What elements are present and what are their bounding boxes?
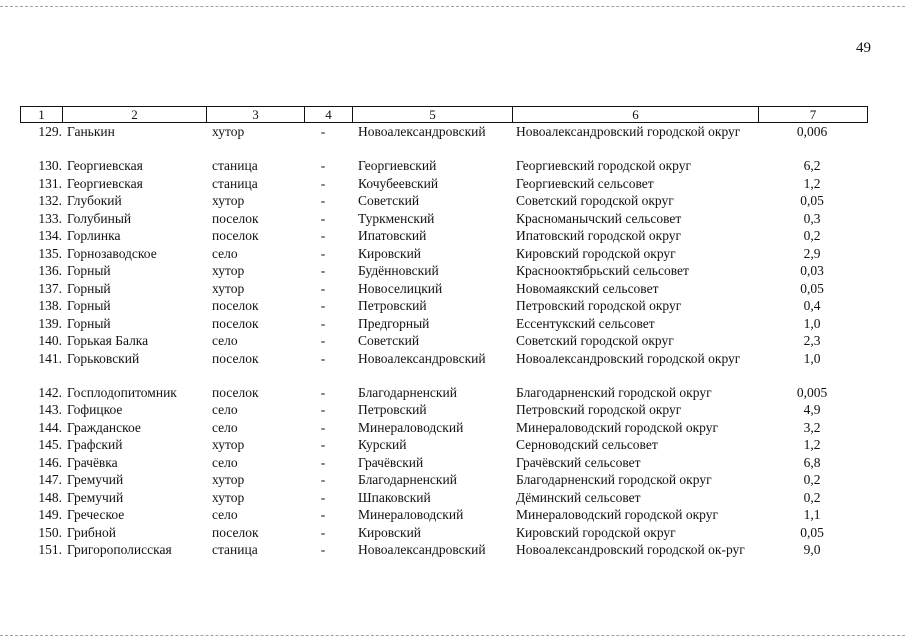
row-number: 137. bbox=[38, 280, 62, 296]
district-name: Советский bbox=[358, 333, 420, 348]
district-name: Кировский bbox=[358, 245, 422, 261]
district-name: Будённовский bbox=[358, 263, 439, 278]
municipality-name: Дёминский сельсовет bbox=[516, 489, 641, 505]
settlement-type: хутор bbox=[212, 437, 245, 452]
district-name: Ипатовский bbox=[358, 228, 427, 243]
area-value: 9,0 bbox=[803, 542, 821, 557]
settlement-type: станица bbox=[212, 175, 258, 191]
header-cell-4: 4 bbox=[305, 107, 353, 122]
settlement-name: Грачёвка bbox=[67, 454, 118, 470]
scan-artifact-top bbox=[0, 6, 905, 7]
settlement-type: поселок bbox=[212, 315, 259, 331]
column-4-value: - bbox=[320, 124, 326, 139]
table-row bbox=[20, 262, 868, 280]
header-cell-3: 3 bbox=[207, 107, 305, 122]
table-row bbox=[20, 123, 868, 157]
column-4-value: - bbox=[320, 350, 326, 366]
settlement-name: Глубокий bbox=[67, 193, 122, 208]
column-4-value: - bbox=[320, 542, 326, 557]
settlement-type: поселок bbox=[212, 298, 259, 313]
table-row bbox=[20, 332, 868, 350]
area-value: 2,3 bbox=[803, 333, 821, 348]
district-name: Новоалександровский bbox=[358, 542, 486, 557]
row-number: 129. bbox=[38, 124, 62, 139]
row-number: 149. bbox=[38, 507, 62, 522]
table-row bbox=[20, 315, 868, 333]
area-value: 0,2 bbox=[803, 228, 821, 243]
header-cell-1: 1 bbox=[21, 107, 63, 122]
settlement-type: поселок bbox=[212, 524, 259, 540]
district-name: Шпаковский bbox=[358, 489, 431, 505]
area-value: 1,0 bbox=[803, 350, 821, 366]
municipality-name: Краснооктябрьский сельсовет bbox=[516, 263, 689, 278]
settlement-name: Григорополисская bbox=[67, 542, 172, 557]
column-4-value: - bbox=[320, 472, 326, 487]
column-4-value: - bbox=[320, 228, 326, 243]
settlement-name: Горьковский bbox=[67, 350, 140, 366]
settlement-name: Гофицкое bbox=[67, 402, 123, 417]
municipality-name: Серноводский сельсовет bbox=[516, 437, 658, 452]
municipality-name: Георгиевский сельсовет bbox=[516, 175, 654, 191]
municipality-name: Минераловодский городской округ bbox=[516, 507, 718, 522]
column-4-value: - bbox=[320, 280, 326, 296]
column-4-value: - bbox=[320, 315, 326, 331]
settlement-name: Горный bbox=[67, 315, 111, 331]
header-cell-5: 5 bbox=[353, 107, 513, 122]
row-number: 132. bbox=[38, 193, 62, 208]
settlement-name: Горнозаводское bbox=[67, 245, 157, 261]
district-name: Предгорный bbox=[358, 315, 430, 331]
settlement-type: хутор bbox=[212, 280, 245, 296]
area-value: 2,9 bbox=[803, 245, 821, 261]
row-number: 147. bbox=[38, 472, 62, 487]
municipality-name: Красноманычский сельсовет bbox=[516, 210, 682, 226]
district-name: Георгиевский bbox=[358, 158, 437, 173]
settlement-type: станица bbox=[212, 542, 258, 557]
area-value: 0,05 bbox=[800, 280, 824, 296]
column-4-value: - bbox=[320, 193, 326, 208]
table-row bbox=[20, 175, 868, 193]
table-row bbox=[20, 245, 868, 263]
area-value: 3,2 bbox=[803, 419, 821, 435]
row-number: 138. bbox=[38, 298, 62, 313]
settlement-name: Ганькин bbox=[67, 124, 115, 139]
table-row bbox=[20, 489, 868, 507]
settlement-name: Грибной bbox=[67, 524, 116, 540]
area-value: 4,9 bbox=[803, 402, 821, 417]
district-name: Грачёвский bbox=[358, 454, 424, 470]
municipality-name: Благодарненский городской округ bbox=[516, 472, 712, 487]
settlement-type: село bbox=[212, 507, 238, 522]
row-number: 140. bbox=[38, 333, 62, 348]
district-name: Кочубеевский bbox=[358, 175, 439, 191]
row-number: 131. bbox=[38, 175, 62, 191]
column-4-value: - bbox=[320, 419, 326, 435]
settlement-name: Горный bbox=[67, 263, 111, 278]
header-cell-7: 7 bbox=[809, 107, 817, 122]
municipality-name: Петровский городской округ bbox=[516, 298, 682, 313]
municipality-name: Ессентукский сельсовет bbox=[516, 315, 655, 331]
settlement-name: Греческое bbox=[67, 507, 125, 522]
settlement-type: село bbox=[212, 333, 238, 348]
settlement-name: Госплодопитомник bbox=[67, 384, 177, 400]
area-value: 6,8 bbox=[803, 454, 821, 470]
row-number: 148. bbox=[38, 489, 62, 505]
municipality-name: Новоалександровский городской округ bbox=[516, 350, 741, 366]
district-name: Новоалександровский bbox=[358, 350, 486, 366]
municipality-name: Ипатовский городской округ bbox=[516, 228, 682, 243]
row-number: 134. bbox=[38, 228, 62, 243]
table-row bbox=[20, 471, 868, 489]
column-4-value: - bbox=[320, 489, 326, 505]
municipality-name: Грачёвский сельсовет bbox=[516, 454, 641, 470]
settlement-name: Гремучий bbox=[67, 489, 124, 505]
municipality-name: Георгиевский городской округ bbox=[516, 158, 692, 173]
municipality-name: Советский городской округ bbox=[516, 193, 674, 208]
table-row bbox=[20, 541, 868, 575]
column-4-value: - bbox=[320, 524, 326, 540]
area-value: 0,006 bbox=[796, 124, 828, 139]
table-row bbox=[20, 297, 868, 315]
settlement-type: поселок bbox=[212, 210, 259, 226]
municipality-name: Новоалександровский городской ок-руг bbox=[516, 542, 745, 557]
table-row bbox=[20, 210, 868, 228]
district-name: Петровский bbox=[358, 402, 427, 417]
municipality-name: Петровский городской округ bbox=[516, 402, 682, 417]
district-name: Кировский bbox=[358, 524, 422, 540]
column-4-value: - bbox=[320, 384, 326, 400]
municipality-name: Новоалександровский городской округ bbox=[516, 124, 741, 139]
municipality-name: Новомаякский сельсовет bbox=[516, 280, 659, 296]
row-number: 136. bbox=[38, 263, 62, 278]
area-value: 0,4 bbox=[803, 298, 821, 313]
column-4-value: - bbox=[320, 454, 326, 470]
area-value: 0,05 bbox=[800, 524, 824, 540]
row-number: 135. bbox=[38, 245, 62, 261]
column-4-value: - bbox=[320, 263, 326, 278]
settlement-type: поселок bbox=[212, 384, 259, 400]
table-header bbox=[20, 106, 868, 123]
municipality-name: Советский городской округ bbox=[516, 333, 674, 348]
scan-artifact-bottom bbox=[0, 635, 905, 636]
area-value: 1,0 bbox=[803, 315, 821, 331]
column-4-value: - bbox=[320, 298, 326, 313]
district-name: Петровский bbox=[358, 298, 427, 313]
row-number: 139. bbox=[38, 315, 62, 331]
table-row bbox=[20, 401, 868, 419]
table-row bbox=[20, 192, 868, 210]
area-value: 0,2 bbox=[803, 472, 821, 487]
table-row bbox=[20, 419, 868, 437]
header-cell-6: 6 bbox=[513, 107, 759, 122]
table-body bbox=[20, 123, 868, 575]
area-value: 0,005 bbox=[796, 384, 828, 400]
settlement-type: хутор bbox=[212, 472, 245, 487]
column-4-value: - bbox=[320, 437, 326, 452]
area-value: 0,2 bbox=[803, 489, 821, 505]
area-value: 1,2 bbox=[803, 437, 821, 452]
header-cell-2: 2 bbox=[63, 107, 207, 122]
row-number: 141. bbox=[38, 350, 62, 366]
district-name: Курский bbox=[358, 437, 407, 452]
table-row bbox=[20, 384, 868, 402]
settlement-type: станица bbox=[212, 158, 258, 173]
settlement-type: хутор bbox=[212, 193, 245, 208]
row-number: 145. bbox=[38, 437, 62, 452]
district-name: Благодарненский bbox=[358, 384, 457, 400]
area-value: 0,3 bbox=[803, 210, 821, 226]
settlement-type: село bbox=[212, 454, 238, 470]
row-number: 151. bbox=[38, 542, 62, 557]
area-value: 0,05 bbox=[800, 193, 824, 208]
district-name: Советский bbox=[358, 193, 420, 208]
district-name: Благодарненский bbox=[358, 472, 457, 487]
district-name: Новоселицкий bbox=[358, 280, 443, 296]
settlement-type: поселок bbox=[212, 350, 259, 366]
column-4-value: - bbox=[320, 158, 326, 173]
table-row bbox=[20, 506, 868, 524]
settlement-type: поселок bbox=[212, 228, 259, 243]
settlement-type: село bbox=[212, 402, 238, 417]
table-row bbox=[20, 436, 868, 454]
row-number: 150. bbox=[38, 524, 62, 540]
area-value: 0,03 bbox=[800, 263, 824, 278]
row-number: 143. bbox=[38, 402, 62, 417]
table-row bbox=[20, 350, 868, 384]
column-4-value: - bbox=[320, 402, 326, 417]
settlement-name: Георгиевская bbox=[67, 158, 143, 173]
table-row bbox=[20, 227, 868, 245]
column-4-value: - bbox=[320, 210, 326, 226]
settlement-name: Горлинка bbox=[67, 228, 121, 243]
table-row bbox=[20, 280, 868, 298]
row-number: 142. bbox=[38, 384, 62, 400]
settlement-type: хутор bbox=[212, 124, 245, 139]
area-value: 1,2 bbox=[803, 175, 821, 191]
settlement-type: село bbox=[212, 245, 238, 261]
district-name: Туркменский bbox=[358, 210, 435, 226]
row-number: 133. bbox=[38, 210, 62, 226]
column-4-value: - bbox=[320, 507, 326, 522]
municipality-name: Кировский городской округ bbox=[516, 245, 676, 261]
page-number: 49 bbox=[856, 40, 871, 56]
row-number: 144. bbox=[38, 419, 62, 435]
settlement-name: Графский bbox=[67, 437, 123, 452]
table-row bbox=[20, 157, 868, 175]
row-number: 130. bbox=[38, 158, 62, 173]
settlement-name: Георгиевская bbox=[67, 175, 143, 191]
area-value: 6,2 bbox=[803, 158, 821, 173]
settlement-name: Горный bbox=[67, 298, 111, 313]
column-4-value: - bbox=[320, 175, 326, 191]
area-value: 1,1 bbox=[803, 507, 821, 522]
settlement-type: хутор bbox=[212, 263, 245, 278]
district-name: Новоалександровский bbox=[358, 124, 486, 139]
column-4-value: - bbox=[320, 245, 326, 261]
row-number: 146. bbox=[38, 454, 62, 470]
district-name: Минераловодский bbox=[358, 507, 464, 522]
settlement-type: хутор bbox=[212, 489, 245, 505]
settlement-name: Гражданское bbox=[67, 419, 141, 435]
district-name: Минераловодский bbox=[358, 419, 464, 435]
table-row bbox=[20, 454, 868, 472]
municipality-name: Кировский городской округ bbox=[516, 524, 676, 540]
settlement-type: село bbox=[212, 419, 238, 435]
table-row bbox=[20, 524, 868, 542]
settlement-name: Гремучий bbox=[67, 472, 124, 487]
municipality-name: Минераловодский городской округ bbox=[516, 419, 718, 435]
settlement-name: Горный bbox=[67, 280, 111, 296]
settlement-name: Горькая Балка bbox=[67, 333, 149, 348]
column-4-value: - bbox=[320, 333, 326, 348]
municipality-name: Благодарненский городской округ bbox=[516, 384, 712, 400]
settlement-name: Голубиный bbox=[67, 210, 132, 226]
